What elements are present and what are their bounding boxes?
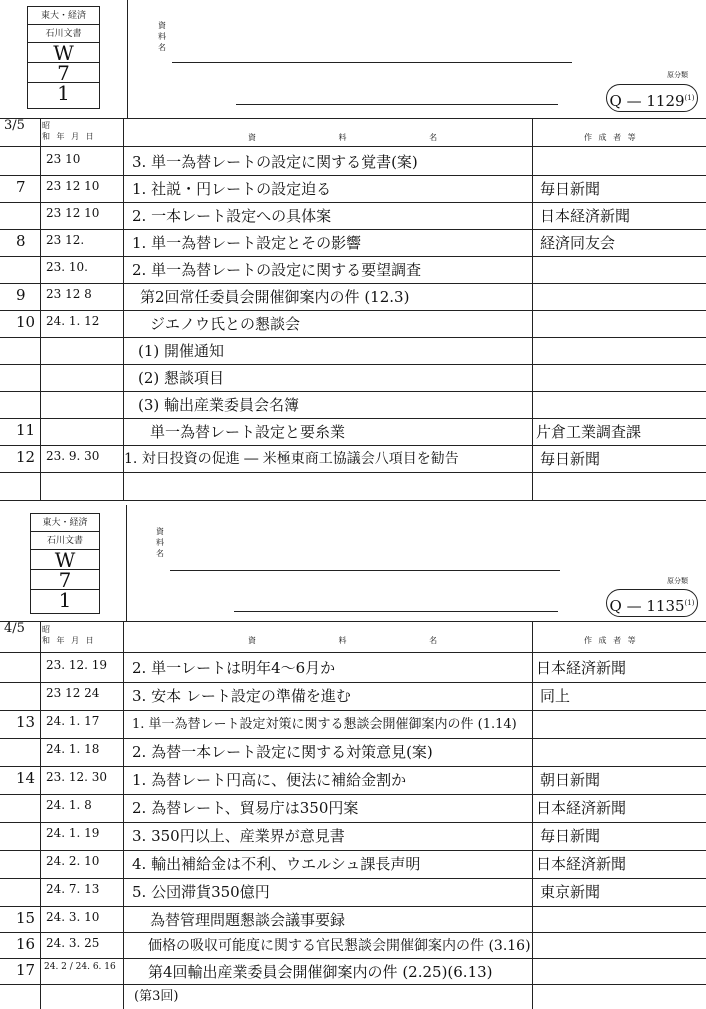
table-row: (2) 懇談項目 [138, 369, 225, 387]
class-code-box [606, 589, 698, 617]
table-row: 10 24. 1. 12 ジエノウ氏との懇談会 [16, 313, 301, 333]
class-sub: (1) [684, 94, 695, 102]
table-row: (1) 開催通知 [138, 342, 225, 360]
header-date: 和 年 月 日 [42, 132, 96, 141]
header-author: 作 成 者 等 [584, 133, 638, 142]
table-row [0, 472, 706, 499]
table-row: 23. 10. 2. 単一為替レートの設定に関する要望調査 [46, 260, 422, 279]
page-number: 3/5 [4, 118, 25, 133]
stamp-folder: 1 [58, 588, 72, 612]
class-code-box [606, 84, 698, 112]
archive-stamp [30, 513, 100, 614]
table-row: 24. 1. 18 2. 為替一本レート設定に関する対策意見(案) [46, 742, 433, 761]
page-number: 4/5 [4, 621, 25, 636]
stamp-university: 東大・経済 [31, 514, 99, 532]
stamp-collection: 石川文書 [28, 25, 99, 43]
header-author: 作 成 者 等 [584, 636, 638, 645]
table-row: 23 10 3. 単一為替レートの設定に関する覚書(案) [46, 152, 418, 171]
table-row: 23. 12. 19 2. 単一レートは明年4〜6月か 日本経済新聞 [46, 658, 627, 677]
field-label: 資 料 名 [156, 527, 164, 558]
table-row: 8 23 12. 1. 単一為替レート設定とその影響 経済同友会 [16, 232, 616, 252]
stamp-box: 7 [28, 63, 99, 83]
class-sub: (1) [684, 599, 695, 607]
class-label: 原分類 [667, 577, 688, 585]
header-era: 昭 [42, 121, 52, 130]
stamp-university: 東大・経済 [28, 7, 99, 25]
table-row: 14 23. 12. 30 1. 為替レート円高に、便法に補給金割か 朝日新聞 [16, 769, 601, 789]
table-row: 23 12 10 2. 一本レート設定への具体案 日本経済新聞 [46, 206, 631, 225]
header-era: 昭 [42, 625, 52, 634]
table-row: 23 12 24 3. 安本 レート設定の準備を進む 同上 [46, 686, 571, 705]
class-code: Q — 1135 [609, 597, 685, 615]
header-date: 和 年 月 日 [42, 636, 96, 645]
table-row: 24. 1. 8 2. 為替レート、貿易庁は350円案 日本経済新聞 [46, 798, 627, 817]
table-row: 17 24. 2 / 24. 6. 16 第4回輸出産業委員会開催御案内の件 (2.25)(6.13) [16, 961, 493, 981]
stamp-series: W [31, 550, 99, 570]
table-row: 16 24. 3. 25 価格の吸収可能度に関する官民懇談会開催御案内の件 (3.16) [16, 935, 531, 954]
table-row: 24. 7. 13 5. 公団滞貨350億円 東京新聞 [46, 882, 601, 901]
table-row: 24. 1. 19 3. 350円以上、産業界が意見書 毎日新聞 [46, 826, 601, 845]
table-row: 12 23. 9. 30 1. 対日投資の促進 ― 米極東商工協議会八項目を勧告 毎日新聞 [16, 448, 601, 468]
table-row: 7 23 12 10 1. 社説・円レートの設定迫る 毎日新聞 [16, 178, 601, 198]
table-row: 24. 2. 10 4. 輸出補給金は不利、ウエルシュ課長声明 日本経済新聞 [46, 854, 627, 873]
stamp-series: W [28, 43, 99, 63]
stamp-collection: 石川文書 [31, 532, 99, 550]
table-row: (第3回) [134, 989, 179, 1004]
table-row: 15 24. 3. 10 為替管理問題懇談会議事要録 [16, 909, 346, 929]
stamp-folder: 1 [57, 81, 70, 105]
archive-stamp [27, 6, 100, 109]
class-code: Q — 1129 [609, 92, 685, 110]
table-row: (3) 輸出産業委員会名簿 [138, 396, 300, 414]
table-row: 11 単一為替レート設定と要糸業 片倉工業調査課 [16, 421, 642, 441]
header-title: 資 料 名 [248, 133, 478, 142]
table-row: 9 23 12 8 第2回常任委員会開催御案内の件 (12.3) [16, 286, 410, 306]
class-label: 原分類 [667, 71, 688, 79]
table-row: 13 24. 1. 17 1. 単一為替レート設定対策に関する懇談会開催御案内の件 (1.14) [16, 713, 517, 732]
header-title: 資 料 名 [248, 636, 478, 645]
stamp-box: 7 [31, 570, 99, 590]
field-label: 資 料 名 [158, 21, 166, 52]
